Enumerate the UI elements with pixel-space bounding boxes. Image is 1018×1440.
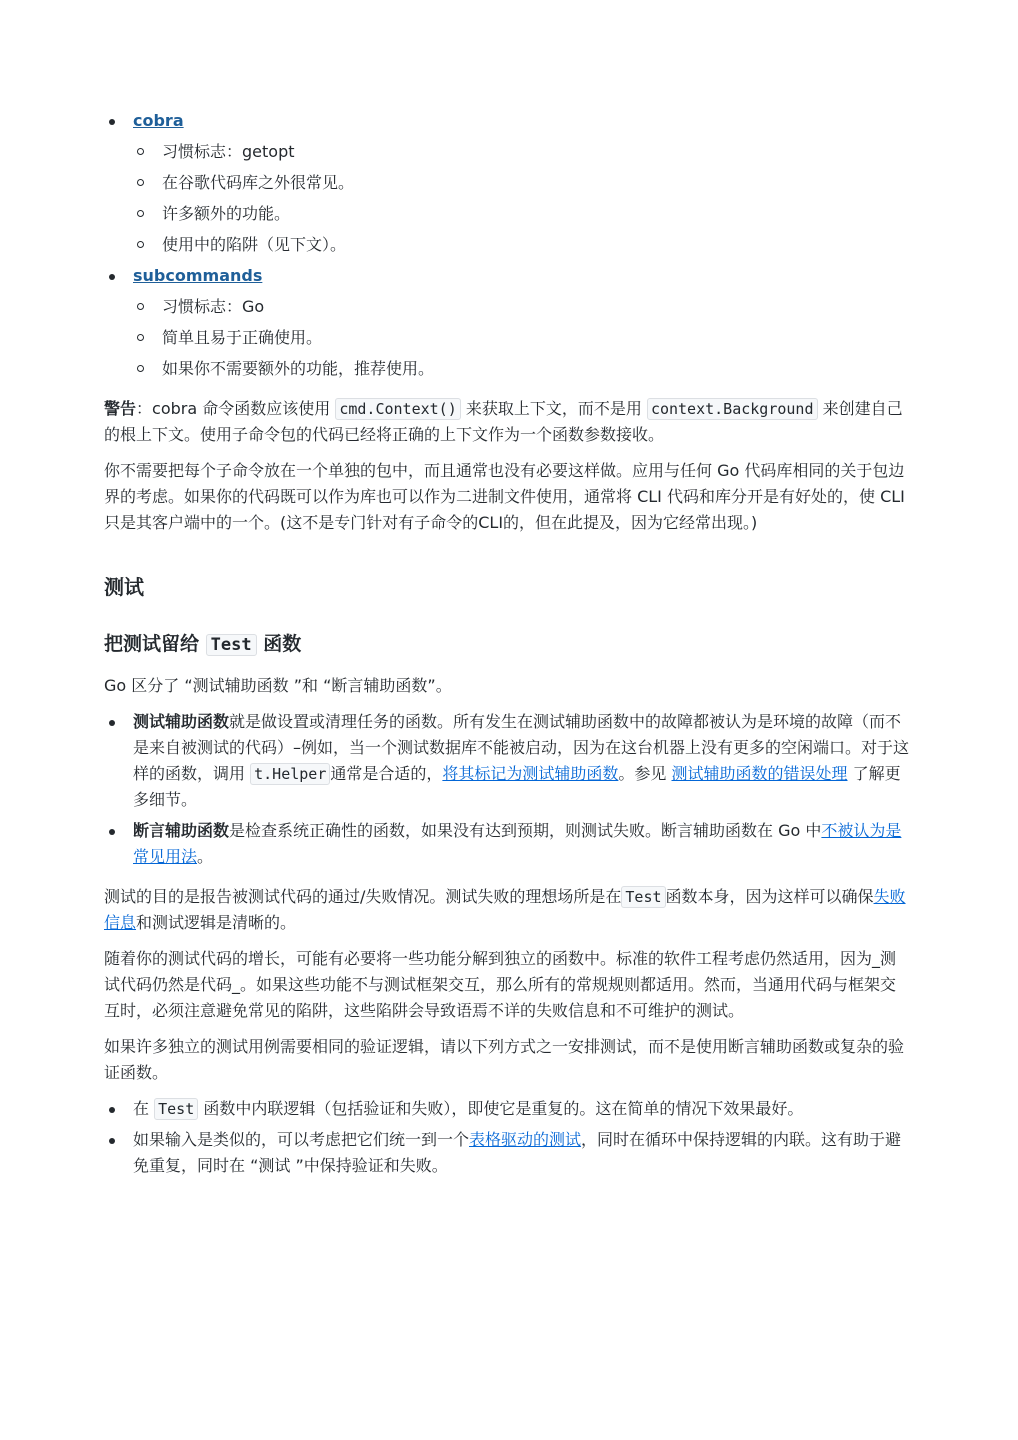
document-page (104, 108, 910, 1184)
distinguish-paragraph: Go 区分了 “测试辅助函数 ”和 “断言辅助函数”。 (104, 676, 452, 695)
text: 在 (133, 1099, 150, 1118)
helper-error-handling-link[interactable]: 测试辅助函数的错误处理 (671, 764, 848, 783)
inline-code: Test (154, 1098, 198, 1120)
text: 就是做设置或清理任务的函数。所有发生在测试辅助函数中的故障都被认为是环境的故障（而不是来自被测试的代码）–例如，当一个测试数据库不能被启动，因为在这台机器上没有更多的空闲端口。对于这样的函数，调用 (133, 712, 910, 783)
list-item: 在谷歌代码库之外很常见。 (133, 170, 910, 196)
text: 和测试逻辑是清晰的。 (136, 913, 297, 932)
text: 函数 (263, 633, 302, 655)
warning-label: 警告 (104, 399, 137, 418)
text: 如果输入是类似的，可以考虑把它们统一到一个 (133, 1130, 470, 1149)
text: 是检查系统正确性的函数，如果没有达到预期，则测试失败。断言辅助函数在 Go 中 (229, 821, 822, 840)
inline-code: Test (206, 634, 257, 656)
text: 来创建自己的根上下文。使用子命令包的代码已经将正确的上下文作为一个函数参数接收。 (104, 399, 903, 444)
text: 。参见 (618, 764, 667, 783)
list-item-assertion-helpers (104, 818, 910, 870)
text: 测试的目的是报告被测试代码的通过/失败情况。测试失败的理想场所是在 (104, 887, 622, 906)
text: 来获取上下文，而不是用 (465, 399, 642, 418)
grow-paragraph: 随着你的测试代码的增长，可能有必要将一些功能分解到独立的函数中。标准的软件工程考虑仍然适用，因为_测试代码仍然是代码_。如果这些功能不与测试框架交互，那么所有的常规规则都适用。然而，当通用代码与框架交互时，必须注意避免常见的陷阱，这些陷阱会导致语焉不详的失败信息和不可维护的测试。 (104, 949, 897, 1020)
list-item-cobra (104, 108, 910, 258)
subcommands-link[interactable]: subcommands (133, 266, 263, 285)
inline-code: cmd.Context() (335, 398, 460, 420)
helper-types-list (104, 709, 910, 870)
table-driven-link[interactable]: 表格驱动的测试 (469, 1130, 582, 1149)
list-item-table-driven (104, 1127, 910, 1179)
text: 把测试留给 (104, 633, 200, 655)
subsection-heading (104, 630, 910, 659)
inline-code: context.Background (647, 398, 818, 420)
inline-code: t.Helper (250, 763, 330, 785)
text: 通常是合适的， (330, 764, 443, 783)
list-item: 简单且易于正确使用。 (133, 325, 910, 351)
list-item: 习惯标志：Go (133, 294, 910, 320)
inline-code: Test (621, 886, 665, 908)
list-item: 许多额外的功能。 (133, 201, 910, 227)
failure-messages-link[interactable]: 失败信息 (104, 887, 906, 932)
text: 函数中内联逻辑（包括验证和失败），即使它是重复的。这在简单的情况下效果最好。 (203, 1099, 804, 1118)
many-cases-paragraph: 如果许多独立的测试用例需要相同的验证逻辑，请以下列方式之一安排测试，而不是使用断言辅助函数或复杂的验证函数。 (104, 1037, 905, 1082)
mark-helper-link[interactable]: 将其标记为测试辅助函数 (442, 764, 619, 783)
cobra-link[interactable]: cobra (133, 111, 184, 130)
bold-term: 测试辅助函数 (133, 712, 230, 731)
subcommands-sublist (133, 294, 910, 382)
list-item-test-helpers (104, 709, 910, 813)
not-idiomatic-link[interactable]: 不被认为是常见用法 (133, 821, 902, 866)
warning-paragraph (104, 396, 910, 448)
list-item-inline (104, 1096, 910, 1122)
list-item: 习惯标志：getopt (133, 139, 910, 165)
purpose-paragraph (104, 884, 910, 936)
library-list (104, 108, 910, 382)
arrangement-list (104, 1096, 910, 1179)
packages-paragraph: 你不需要把每个子命令放在一个单独的包中，而且通常也没有必要这样做。应用与任何 Go 代码库相同的关于包边界的考虑。如果你的代码既可以作为库也可以作为二进制文件使用，通常将 CLI 代码和库分开是有好处的，使 CLI 只是其客户端中的一个。(这不是专门针对有子命令的CLI的，但在此提及，因为它经常出现。) (104, 461, 905, 532)
list-item-subcommands (104, 263, 910, 382)
list-item: 使用中的陷阱（见下文）。 (133, 232, 910, 258)
list-item: 如果你不需要额外的功能，推荐使用。 (133, 356, 910, 382)
cobra-sublist (133, 139, 910, 258)
text: ，同时在循环中保持逻辑的内联。这有助于避免重复，同时在 “测试 ”中保持验证和失败。 (133, 1130, 902, 1175)
text: ：cobra 命令函数应该使用 (136, 399, 331, 418)
text: 函数本身，因为这样可以确保 (665, 887, 874, 906)
section-heading-test: 测试 (104, 575, 144, 599)
text: 。 (197, 847, 214, 866)
text: 了解更多细节。 (133, 764, 901, 809)
bold-term: 断言辅助函数 (133, 821, 230, 840)
